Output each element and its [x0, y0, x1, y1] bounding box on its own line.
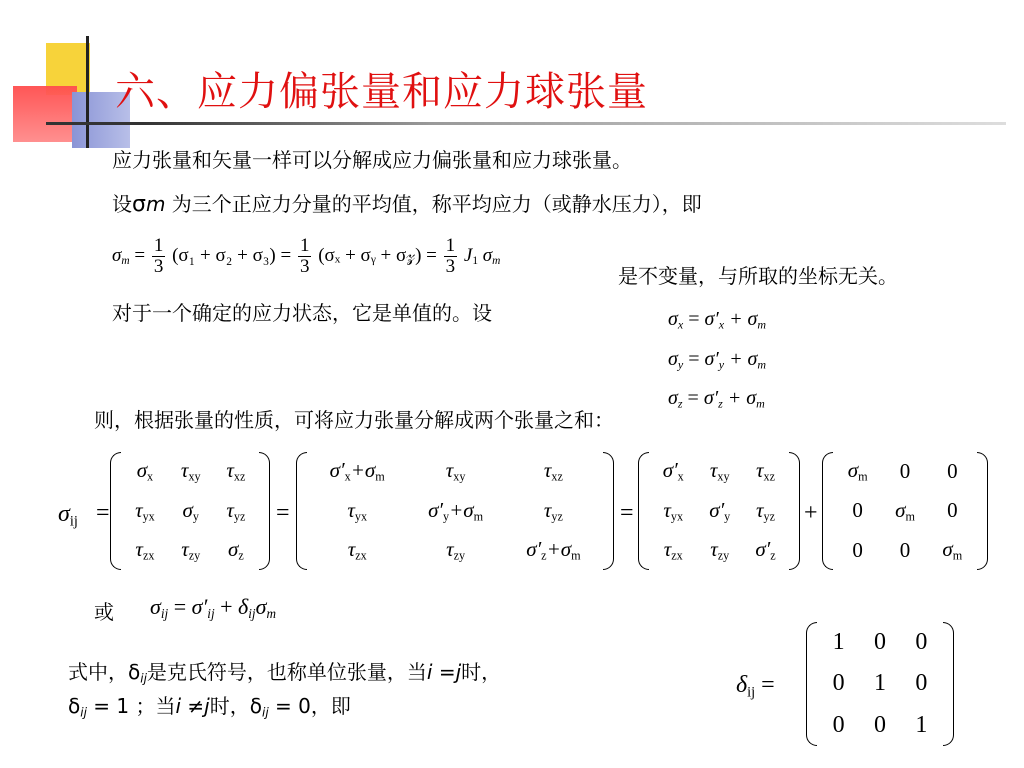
deviatoric-tensor-matrix [638, 452, 800, 570]
matrix-cell: $\tau_{zx}$ [663, 537, 683, 563]
matrix-cell: $\sigma'_y+\sigma_m$ [428, 497, 484, 524]
eq-part2: (σₓ + σᵧ + σ𝓏) = [318, 244, 437, 266]
matrix-cell: 0 [899, 537, 911, 562]
mean-stress-definition [112, 192, 702, 218]
right-paren [789, 452, 800, 570]
matrix-cell: $\tau_{xy}$ [445, 458, 466, 484]
matrix-cell: $\sigma_m$ [942, 537, 963, 563]
eq-lhs-sub: m [121, 255, 130, 268]
matrix-cell: $\tau_{zx}$ [347, 537, 367, 563]
left-paren [296, 452, 307, 570]
compact-decomposition: $\sigma_{ij} = \sigma'_{ij} + \delta_{ij}\sigma_m$ [150, 594, 276, 621]
matrix-cell: $\tau_{yz}$ [543, 497, 563, 524]
matrix-cell: $\tau_{xy}$ [180, 458, 201, 484]
mean-stress-equation: $\sigma_m$ = $\frac{1}{3}$ (σ₁ + σ₂ + σ₃) = $\frac{1}{3}$ (σₓ + σᵧ + σ𝓏) = $\frac{1}{3}$ $J_1$ $\sigma_m$ [112, 235, 501, 277]
matrix-cell: 1 [915, 711, 928, 738]
matrix-cell: $\sigma'_z$ [755, 537, 776, 563]
kronecker-lhs: $\delta_{ij}$ = [736, 672, 775, 701]
matrix-cell: $\sigma_y$ [182, 497, 199, 524]
matrix-cell: 0 [832, 711, 845, 738]
fraction-one-third-3 [444, 236, 458, 277]
frac-num: 1 [153, 235, 164, 256]
matrix-cell: $\tau_{zy}$ [710, 537, 730, 563]
decor-horizontal-line [46, 122, 1006, 125]
or-label: 或 [94, 600, 114, 624]
matrix-cell: $\tau_{zy}$ [446, 537, 466, 563]
frac-den: 3 [299, 255, 310, 277]
frac-num: 1 [445, 235, 456, 256]
split-tensor-matrix [296, 452, 614, 570]
matrix-cell: $\tau_{yz}$ [226, 497, 246, 524]
decomp-z: $\sigma_z = \sigma'_z + \sigma_m$ [668, 387, 765, 411]
decomp-y: $\sigma_y = \sigma'_y + \sigma_m$ [668, 347, 767, 372]
matrix-cell: 0 [873, 629, 886, 656]
eq-sigma: σ [478, 244, 493, 266]
decor-red-square [13, 86, 77, 142]
matrix-cell: 0 [947, 459, 958, 484]
matrix-cell: $\tau_{xz}$ [226, 458, 246, 484]
matrix-cell: 0 [852, 498, 863, 523]
matrix-cell: 0 [852, 537, 863, 562]
text-rest: 为三个正应力分量的平均值，称平均应力（或静水压力），即 [165, 192, 702, 216]
eq-sigma-sub: m [492, 255, 501, 268]
matrix-cell: 0 [899, 459, 911, 484]
sigma-subscript: m [145, 192, 166, 216]
right-paren [259, 452, 270, 570]
equals-2: = [276, 500, 290, 526]
matrix-cell: $\sigma_m$ [895, 497, 915, 524]
equals-1: = [96, 500, 110, 526]
frac-den: 3 [153, 255, 164, 277]
eq-lhs: σ [112, 244, 122, 266]
tensor-sum-line: 则，根据张量的性质，可将应力张量分解成两个张量之和： [94, 408, 614, 432]
matrix-cell: $\sigma'_z+\sigma_m$ [526, 537, 581, 563]
decor-vertical-line [86, 36, 89, 148]
matrix-cell: $\tau_{zy}$ [181, 537, 201, 563]
kronecker-description-line1: 式中，$\delta_{ij}$是克氏符号，也称单位张量，当i =j时， [68, 660, 502, 686]
sigma-symbol: σ [132, 192, 146, 217]
stress-tensor-matrix [110, 452, 270, 570]
kronecker-matrix [806, 622, 954, 746]
matrix-cell: $\sigma'_x+\sigma_m$ [329, 458, 385, 484]
text-prefix: 设 [112, 192, 132, 216]
fraction-one-third [152, 236, 166, 277]
spherical-tensor-matrix [822, 452, 988, 570]
component-decomposition [668, 302, 766, 421]
matrix-cell: 0 [947, 498, 958, 523]
right-paren [977, 452, 988, 570]
right-paren [943, 622, 954, 746]
matrix-cell: 0 [873, 711, 886, 738]
left-paren [822, 452, 833, 570]
left-paren [806, 622, 817, 746]
matrix-cell: 0 [832, 670, 845, 697]
matrix-cell: $\sigma'_x$ [662, 458, 684, 484]
left-paren [638, 452, 649, 570]
matrix-cell: $\tau_{yz}$ [755, 497, 776, 524]
matrix-cell: $\tau_{xz}$ [755, 458, 776, 484]
matrix-cell: $\sigma_x$ [136, 458, 154, 484]
tensor-lhs: $\sigma_{ij}$ [58, 501, 78, 530]
single-valued-line: 对于一个确定的应力状态，它是单值的。设 [112, 301, 492, 325]
decomp-x: $\sigma_x = \sigma'_x + \sigma_m$ [668, 308, 767, 332]
matrix-cell: $\sigma_m$ [847, 458, 868, 484]
kronecker-description-line2: $\delta_{ij} = 1$ ；当i ≠j时，$\delta_{ij} = 0$，即 [68, 694, 351, 720]
matrix-cell: $\sigma_z$ [227, 537, 244, 563]
invariant-note: 是不变量，与所取的坐标无关。 [618, 264, 898, 288]
matrix-cell: 0 [915, 629, 928, 656]
matrix-cell: $\tau_{xy}$ [709, 458, 730, 484]
eq-J-sub: 1 [472, 255, 479, 268]
fraction-one-third-2 [298, 236, 312, 277]
eq-J: J [463, 244, 473, 266]
matrix-cell: $\tau_{yx}$ [135, 497, 155, 524]
frac-den: 3 [445, 255, 456, 277]
matrix-cell: $\sigma'_y$ [709, 497, 731, 524]
matrix-cell: 0 [915, 670, 928, 697]
matrix-cell: $\tau_{zx}$ [135, 537, 155, 563]
matrix-cell: $\tau_{yx}$ [663, 497, 684, 524]
matrix-cell: $\tau_{xz}$ [543, 458, 563, 484]
intro-line: 应力张量和矢量一样可以分解成应力偏张量和应力球张量。 [112, 148, 632, 172]
plus-sign: + [804, 500, 818, 526]
equals-3: = [620, 500, 634, 526]
slide-title: 六、应力偏张量和应力球张量 [115, 69, 648, 115]
left-paren [110, 452, 121, 570]
right-paren [603, 452, 614, 570]
matrix-cell: 1 [873, 670, 886, 697]
frac-num: 1 [299, 235, 310, 256]
matrix-cell: 1 [832, 629, 845, 656]
matrix-cell: $\tau_{yx}$ [347, 497, 368, 524]
eq-part1: (σ₁ + σ₂ + σ₃) = [172, 244, 292, 266]
